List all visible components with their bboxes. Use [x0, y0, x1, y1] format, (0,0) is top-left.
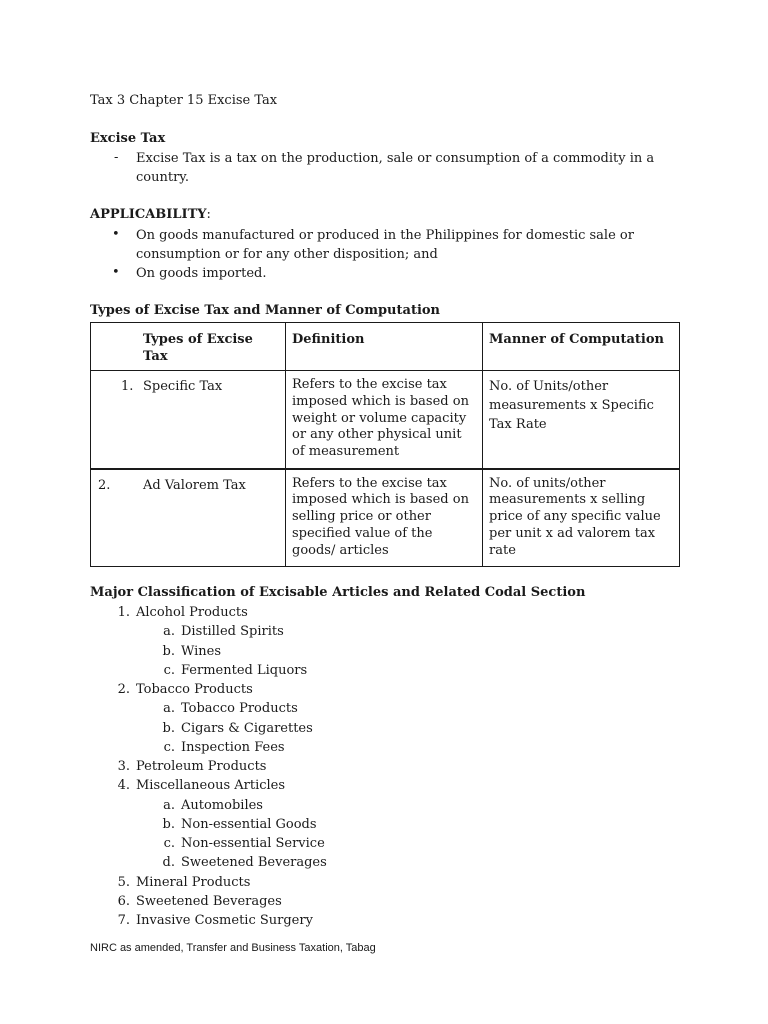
document-title: Tax 3 Chapter 15 Excise Tax	[90, 93, 278, 108]
types-table-heading: Types of Excise Tax and Manner of Computation	[90, 303, 441, 318]
table-header-row	[91, 323, 680, 371]
list-item-number: 3.	[117, 759, 130, 774]
header-cell-definition: Definition	[286, 323, 483, 371]
sub-list-item: Fermented Liquors	[181, 662, 308, 678]
table-cell-definition: Refers to the excise tax imposed which is based on weight or volume capacity or any other physical unit of measurement	[286, 371, 483, 469]
table-row	[91, 371, 680, 469]
table-cell-definition: Refers to the excise tax imposed which is based on selling price or other specified value of the goods/ articles	[286, 469, 483, 567]
sub-item-letter: b.	[162, 720, 175, 736]
type-label: Specific Tax	[143, 379, 223, 394]
row-number: 2.	[98, 477, 111, 493]
type-label: Ad Valorem Tax	[143, 477, 246, 493]
page-footer: NIRC as amended, Transfer and Business Taxation, Tabag	[90, 942, 376, 954]
list-item: Alcohol Products	[136, 605, 248, 620]
sub-item-letter: b.	[162, 643, 175, 659]
list-item: Petroleum Products	[136, 759, 267, 774]
table-cell-computation: No. of Units/other measurements x Specific Tax Rate	[483, 371, 680, 469]
sub-item-letter: a.	[163, 624, 175, 640]
table-row	[91, 469, 680, 567]
sub-list-item: Non-essential Goods	[181, 816, 317, 832]
list-item: Tobacco Products	[136, 682, 253, 697]
applicability-bullet-2: On goods imported.	[136, 266, 267, 281]
sub-item-letter: a.	[163, 797, 175, 813]
table-cell-type	[91, 469, 286, 567]
sub-list-item: Tobacco Products	[181, 701, 298, 717]
types-of-excise-tax-table	[90, 322, 680, 567]
table-cell-type	[91, 371, 286, 469]
applicability-heading	[90, 207, 211, 222]
applicability-colon: :	[206, 207, 211, 222]
list-item-number: 4.	[117, 778, 130, 794]
sub-item-letter: c.	[163, 662, 175, 678]
list-item-number: 5.	[117, 874, 130, 890]
sub-list-item: Inspection Fees	[181, 739, 285, 755]
sub-item-letter: c.	[163, 836, 175, 851]
sub-item-letter: c.	[163, 739, 175, 755]
sub-item-letter: b.	[162, 816, 175, 832]
excise-tax-definition: Excise Tax is a tax on the production, sale or consumption of a commodity in a country.	[136, 151, 655, 185]
dash-marker: -	[114, 150, 119, 165]
list-item-number: 7.	[117, 913, 130, 928]
sub-list-item: Sweetened Beverages	[181, 855, 327, 871]
sub-list-item: Automobiles	[181, 797, 263, 813]
list-item-number: 6.	[117, 893, 130, 909]
bullet-icon: •	[112, 265, 120, 280]
list-item: Miscellaneous Articles	[136, 778, 286, 794]
row-number: 1.	[121, 379, 134, 394]
sub-item-letter: a.	[163, 701, 175, 717]
list-item-number: 2.	[117, 682, 130, 697]
applicability-heading-text: APPLICABILITY	[90, 207, 207, 222]
sub-item-letter: d.	[162, 855, 175, 871]
list-item-number: 1.	[117, 605, 130, 620]
list-item: Sweetened Beverages	[136, 893, 282, 909]
header-cell-computation: Manner of Computation	[483, 323, 680, 371]
sub-list-item: Non-essential Service	[181, 836, 325, 851]
applicability-bullet-1: On goods manufactured or produced in the Philippines for domestic sale or consumption or for any other disposition; and	[136, 228, 634, 262]
header-cell-types: Types of Excise Tax	[91, 323, 286, 371]
sub-list-item: Cigars & Cigarettes	[181, 720, 313, 736]
list-item: Mineral Products	[136, 874, 251, 890]
excise-tax-heading: Excise Tax	[90, 131, 166, 146]
classification-heading: Major Classification of Excisable Articles and Related Codal Section	[90, 585, 586, 600]
list-item: Invasive Cosmetic Surgery	[136, 913, 313, 928]
sub-list-item: Wines	[181, 643, 222, 659]
bullet-icon: •	[112, 227, 120, 242]
sub-list-item: Distilled Spirits	[181, 624, 284, 640]
table-cell-computation: No. of units/other measurements x selling price of any specific value per unit x ad valorem tax rate	[483, 469, 680, 567]
